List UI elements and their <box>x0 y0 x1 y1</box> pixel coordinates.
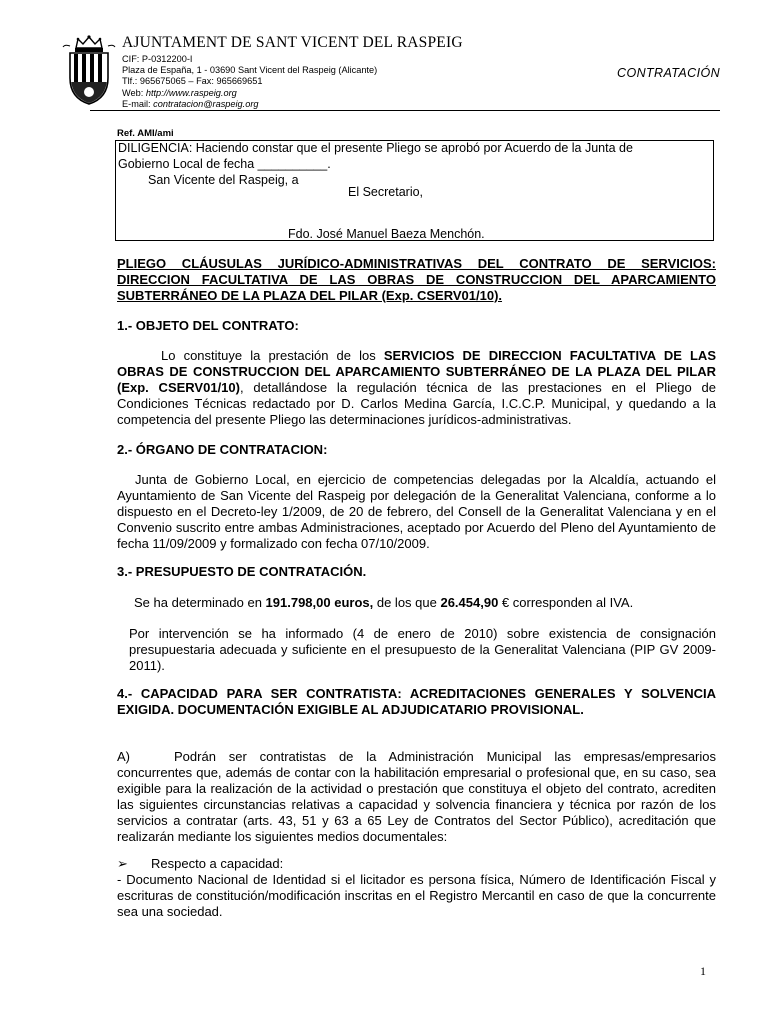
section-1-paragraph: Lo constituye la prestación de los SERVICIOS DE DIRECCION FACULTATIVA DE LAS OBRAS DE CONSTRUCCION DEL APARCAMIENTO SUBTERRÁNEO DE LA PLAZA DEL PILAR (Exp. CSERV01/10), detallándose la regulación técnica de las prestaciones en el Pliego de Condiciones Técnicas redactado por D. Carlos Medina García, I.C.C.P. Municipal, y quedando a la competencia del presente Pliego las determinaciones jurídicos-administrativas. <box>117 348 716 427</box>
municipal-crest-logo <box>62 34 116 106</box>
diligencia-secretary: El Secretario, <box>348 185 424 199</box>
email-link[interactable]: contratacion@raspeig.org <box>153 98 259 109</box>
section-4-heading: 4.- CAPACIDAD PARA SER CONTRATISTA: ACREDITACIONES GENERALES Y SOLVENCIA EXIGIDA. DOCUMENTACIÓN EXIGIBLE AL ADJUDICATARIO PROVISIONAL. <box>117 686 716 717</box>
phone-line: Tlf.: 965675065 – Fax: 965669651 <box>122 76 263 87</box>
diligencia-text: DILIGENCIA: Haciendo constar que el presente Pliego se aprobó por Acuerdo de la Junta de Gobierno Local de fecha __________. <box>118 141 633 171</box>
crown-icon <box>75 35 103 52</box>
reference-code: Ref. AMI/ami <box>117 128 174 139</box>
section-3-heading: 3.- PRESUPUESTO DE CONTRATACIÓN. <box>117 564 367 579</box>
section-3-paragraph: Por intervención se ha informado (4 de enero de 2010) sobre existencia de consignación presupuestaria adecuada y suficiente en el presupuesto de la Generalitat Valenciana (PIP GV 2009-2011). <box>129 626 716 673</box>
diligencia-place: San Vicente del Raspeig, a <box>148 173 299 187</box>
department-label: CONTRATACIÓN <box>617 66 720 80</box>
section-3-budget-line: Se ha determinado en 191.798,00 euros, de los que 26.454,90 € corresponden al IVA. <box>134 595 634 610</box>
section-4-dash-item: - Documento Nacional de Identidad si el licitador es persona física, Número de Identificación Fiscal y escrituras de constitución/modificación inscritas en el Registro Mercantil en caso de que la concurrente sea una sociedad. <box>117 872 716 919</box>
arrow-bullet-icon: ➢ <box>117 856 128 871</box>
diligencia-signature: Fdo. José Manuel Baeza Menchón. <box>288 227 485 241</box>
web-line: Web: http://www.raspeig.org <box>122 87 237 98</box>
section-1-heading: 1.- OBJETO DEL CONTRATO: <box>117 318 299 333</box>
bullet-capacity-label: Respecto a capacidad: <box>151 856 284 871</box>
web-link[interactable]: http://www.raspeig.org <box>145 87 237 98</box>
cif-line: CIF: P-0312200-I <box>122 54 193 64</box>
header-divider <box>90 110 720 111</box>
email-line: E-mail: contratacion@raspeig.org <box>122 98 259 109</box>
document-title: PLIEGO CLÁUSULAS JURÍDICO-ADMINISTRATIVAS DEL CONTRATO DE SERVICIOS: DIRECCION FACULTATIVA DE LAS OBRAS DE CONSTRUCCION DEL APARCAMIENTO SUBTERRÁNEO DE LA PLAZA DEL PILAR (Exp. CSERV01/10). <box>117 256 716 303</box>
section-2-heading: 2.- ÓRGANO DE CONTRATACION: <box>117 442 328 457</box>
page-number: 1 <box>700 964 706 978</box>
address-line: Plaza de España, 1 - 03690 Sant Vicent del Raspeig (Alicante) <box>122 65 378 76</box>
section-2-paragraph: Junta de Gobierno Local, en ejercicio de competencias delegadas por la Alcaldía, actuando el Ayuntamiento de San Vicente del Raspeig por delegación de la Generalitat Valenciana, conforme a lo dispuesto en el Decreto-ley 1/2009, de 20 de febrero, del Consell de la Generalitat Valenciana y en el Convenio suscrito entre ambas Administraciones, aceptado por Acuerdo del Pleno del Ayuntamiento de fecha 11/09/2009 y formalizado con fecha 07/10/2009. <box>117 472 716 551</box>
organization-contact-block <box>122 54 377 110</box>
organization-name: AJUNTAMENT DE SANT VICENT DEL RASPEIG <box>122 34 463 51</box>
section-4-paragraph-a: A) Podrán ser contratistas de la Administración Municipal las empresas/empresarios concurrentes que, además de contar con la habilitación empresarial o profesional que, en su caso, sea exigible para la realización de la actividad o prestación que constituya el objeto del contrato, acrediten las siguientes circunstancias relativas a capacidad y solvencia financiera y técnica por razón de los servicios a contratar (arts. 43, 51 y 63 a 65 Ley de Contratos del Sector Público), acreditación que realizarán mediante los siguientes medios documentales: <box>117 749 716 844</box>
